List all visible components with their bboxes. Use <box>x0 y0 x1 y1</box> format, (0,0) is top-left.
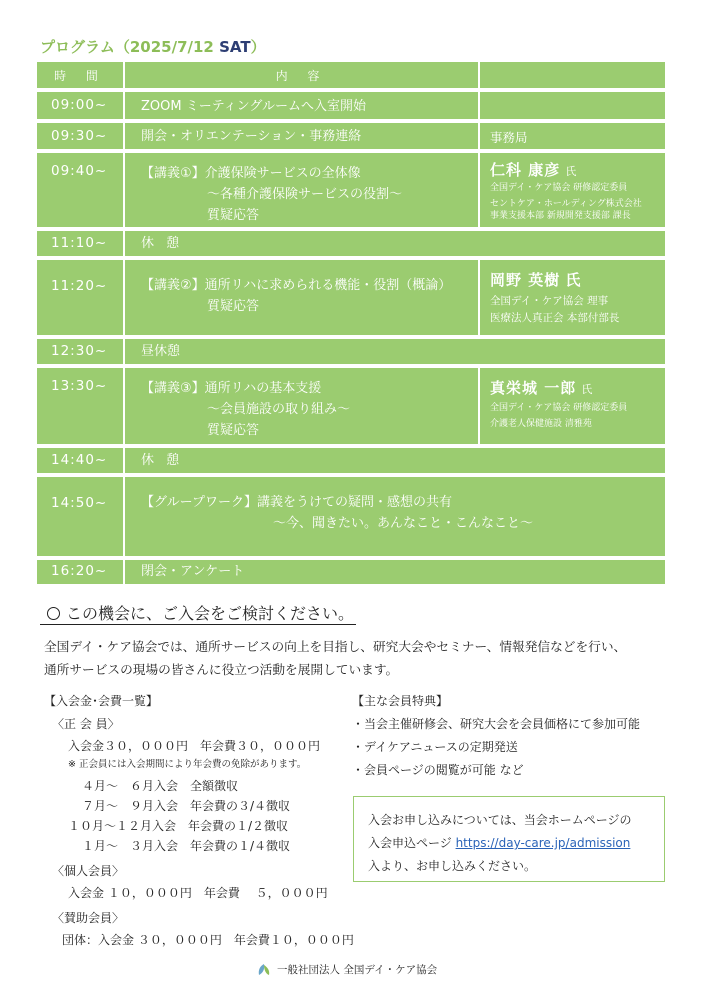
table-row: 13:30~ 【講義③】通所リハの基本支援 〜会員施設の取り組み〜 質疑応答 真栄城 一郎 氏 全国デイ・ケア協会 研修認定委員 介護老人保健施設 清雅苑 <box>37 368 665 444</box>
table-header <box>37 62 665 88</box>
application-box: 入会お申し込みについては、当会ホームページの 入会申込ページ https://day-care.jp/admission 入より、お申し込みください。 <box>353 796 665 882</box>
table-row: 09:30~ 開会・オリエンテーション・事務連絡 事務局 <box>37 123 665 149</box>
table-row: 11:10~ 休 憩 <box>37 231 665 256</box>
header-lecturer <box>480 62 665 88</box>
lecturer-name: 岡野 英樹 <box>490 271 561 289</box>
table-row: 12:30~ 昼休憩 <box>37 339 665 364</box>
program-day: SAT <box>219 38 251 56</box>
benefit-title: 【主な会員特典】 <box>352 694 449 708</box>
leaf-logo-icon <box>255 963 273 977</box>
intro-heading: この機会に、ご入会をご検討ください。 <box>47 601 354 624</box>
lecturer-name: 仁科 康彦 <box>490 161 561 179</box>
table-row: 11:20~ 【講義②】通所リハに求められる機能・役割（概論） 質疑応答 岡野 英樹 氏 全国デイ・ケア協会 理事 医療法人真正会 本部付部長 <box>37 260 665 335</box>
intro-paragraph: 全国デイ・ケア協会では、通所サービスの向上を目指し、研究大会やセミナー、情報発信などを行い、 通所サービスの現場の皆さんに役立つ活動を展開しています。 <box>44 639 627 677</box>
header-content: 内 容 <box>125 62 480 88</box>
table-row: 16:20~ 閉会・アンケート <box>37 560 665 584</box>
footer: 一般社団法人 全国デイ・ケア協会 <box>255 962 437 977</box>
header-time: 時 間 <box>37 62 125 88</box>
table-row: 14:50~ 【グループワーク】講義をうけての疑問・感想の共有 〜今、聞きたい。あんなこと・こんなこと〜 <box>37 477 665 556</box>
fee-title: 【入会金･会費一覧】 <box>44 694 159 708</box>
program-title: プログラム（2025/7/12 SAT） <box>40 38 266 56</box>
lecturer-name: 真栄城 一郎 <box>490 379 577 397</box>
table-row: 09:40~ 【講義①】介護保険サービスの全体像 〜各種介護保険サービスの役割〜 質疑応答 仁科 康彦 氏 全国デイ・ケア協会 研修認定委員 セントケア・ホールディング株式会社 事業支援本部 新規開発支援部 課長 <box>37 153 665 227</box>
circle-icon <box>47 607 60 620</box>
admission-link[interactable]: https://day-care.jp/admission <box>455 836 631 850</box>
table-row: 14:40~ 休 憩 <box>37 448 665 473</box>
heading-underline <box>40 624 356 625</box>
table-row: 09:00~ ZOOM ミーティングルームへ入室開始 <box>37 92 665 119</box>
